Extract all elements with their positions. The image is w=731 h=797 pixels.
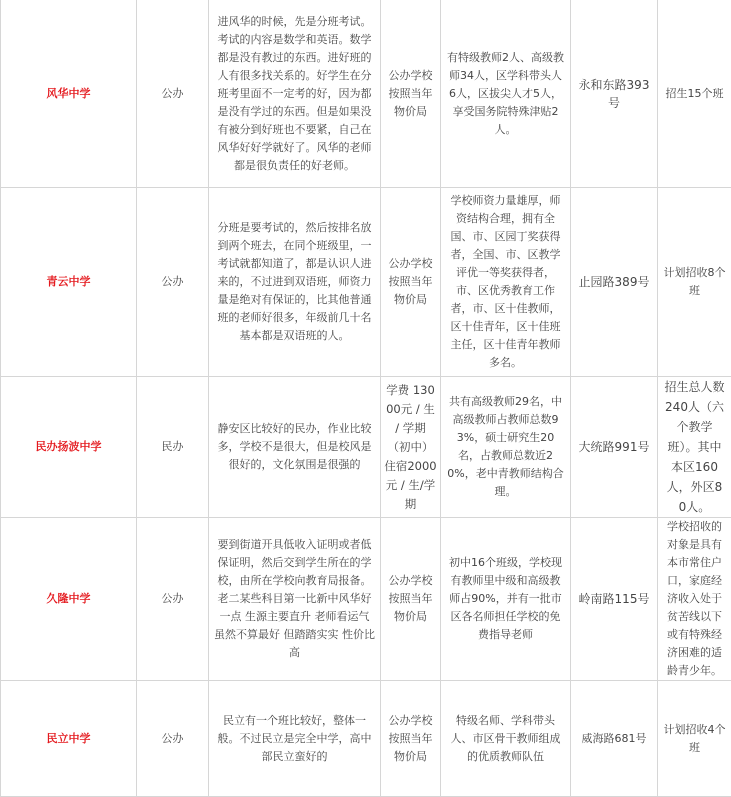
- school-teachers: 学校师资力量雄厚，师资结构合理，拥有全国、市、区园丁奖获得者，全国、市、区教学评优一等奖获得者，市、区优秀教育工作者，市、区十佳教师，区十佳青年，区十佳班主任，区十佳青年教师多名。: [441, 188, 571, 377]
- table-row: [1, 681, 731, 797]
- school-name: 久隆中学: [1, 518, 137, 681]
- school-type: 公办: [137, 681, 209, 797]
- school-teachers: 有特级教师2人、高级教师34人，区学科带头人6人，区拔尖人才5人，享受国务院特殊津贴2人。: [441, 0, 571, 188]
- school-name: 民立中学: [1, 681, 137, 797]
- school-address: 永和东路393号: [571, 0, 658, 188]
- school-teachers: 共有高级教师29名，中高级教师占教师总数93%，硕士研究生20名，占教师总数近20%，老中青教师结构合理。: [441, 377, 571, 518]
- school-enrollment: 计划招收4个班: [658, 681, 731, 797]
- school-enrollment: 学校招收的对象是具有本市常住户口，家庭经济收入处于贫苦线以下或有特殊经济困难的适龄青少年。: [658, 518, 731, 681]
- table-row: [1, 0, 731, 188]
- school-type: 民办: [137, 377, 209, 518]
- school-enrollment: 招生总人数240人（六个教学班）。其中本区160人，外区80人。: [658, 377, 731, 518]
- school-description: 民立有一个班比较好，整体一般。不过民立是完全中学，高中部民立蛮好的: [209, 681, 381, 797]
- table-row: [1, 188, 731, 377]
- table-row: [1, 377, 731, 518]
- school-description: 要到街道开具低收入证明或者低保证明，然后交到学生所在的学校，由所在学校向教育局报备。老二某些科目第一比新中风华好一点 生源主要直升 老师看运气 虽然不算最好 但踏踏实实 性价比高: [209, 518, 381, 681]
- school-address: 威海路681号: [571, 681, 658, 797]
- school-fee: 公办学校按照当年物价局: [381, 188, 441, 377]
- school-type: 公办: [137, 188, 209, 377]
- school-description: 分班是要考试的，然后按排名放到两个班去，在同个班级里，一考试就都知道了，都是认识人进来的，不过进到双语班，师资力量是绝对有保证的，比其他普通班的老师好很多，年级前几十名基本都是双语班的人。: [209, 188, 381, 377]
- school-name: 青云中学: [1, 188, 137, 377]
- school-type: 公办: [137, 0, 209, 188]
- school-address: 岭南路115号: [571, 518, 658, 681]
- school-type: 公办: [137, 518, 209, 681]
- school-fee: 公办学校按照当年物价局: [381, 518, 441, 681]
- school-teachers: 特级名师、学科带头人、市区骨干教师组成的优质教师队伍: [441, 681, 571, 797]
- school-fee: 学费 13000元 / 生 / 学期（初中）住宿2000元 / 生/学期: [381, 377, 441, 518]
- school-fee: 公办学校按照当年物价局: [381, 681, 441, 797]
- school-fee: 公办学校按照当年物价局: [381, 0, 441, 188]
- school-name: 风华中学: [1, 0, 137, 188]
- table-row: [1, 518, 731, 681]
- school-name: 民办扬波中学: [1, 377, 137, 518]
- school-address: 止园路389号: [571, 188, 658, 377]
- school-enrollment: 计划招收8个班: [658, 188, 731, 377]
- school-teachers: 初中16个班级，学校现有教师里中级和高级教师占90%，并有一批市区各名师担任学校的免费指导老师: [441, 518, 571, 681]
- school-description: 进风华的时候，先是分班考试。考试的内容是数学和英语。数学都是没有教过的东西。进好班的人有很多找关系的。好学生在分班考里面不一定考的好，因为都是没有学过的东西。但是如果没有被分到好班也不要紧，自己在风华好好学就好了。风华的老师都是很负责任的好老师。: [209, 0, 381, 188]
- school-enrollment: 招生15个班: [658, 0, 731, 188]
- school-address: 大统路991号: [571, 377, 658, 518]
- school-description: 静安区比较好的民办，作业比较多，学校不是很大，但是校风是很好的，文化氛围是很强的: [209, 377, 381, 518]
